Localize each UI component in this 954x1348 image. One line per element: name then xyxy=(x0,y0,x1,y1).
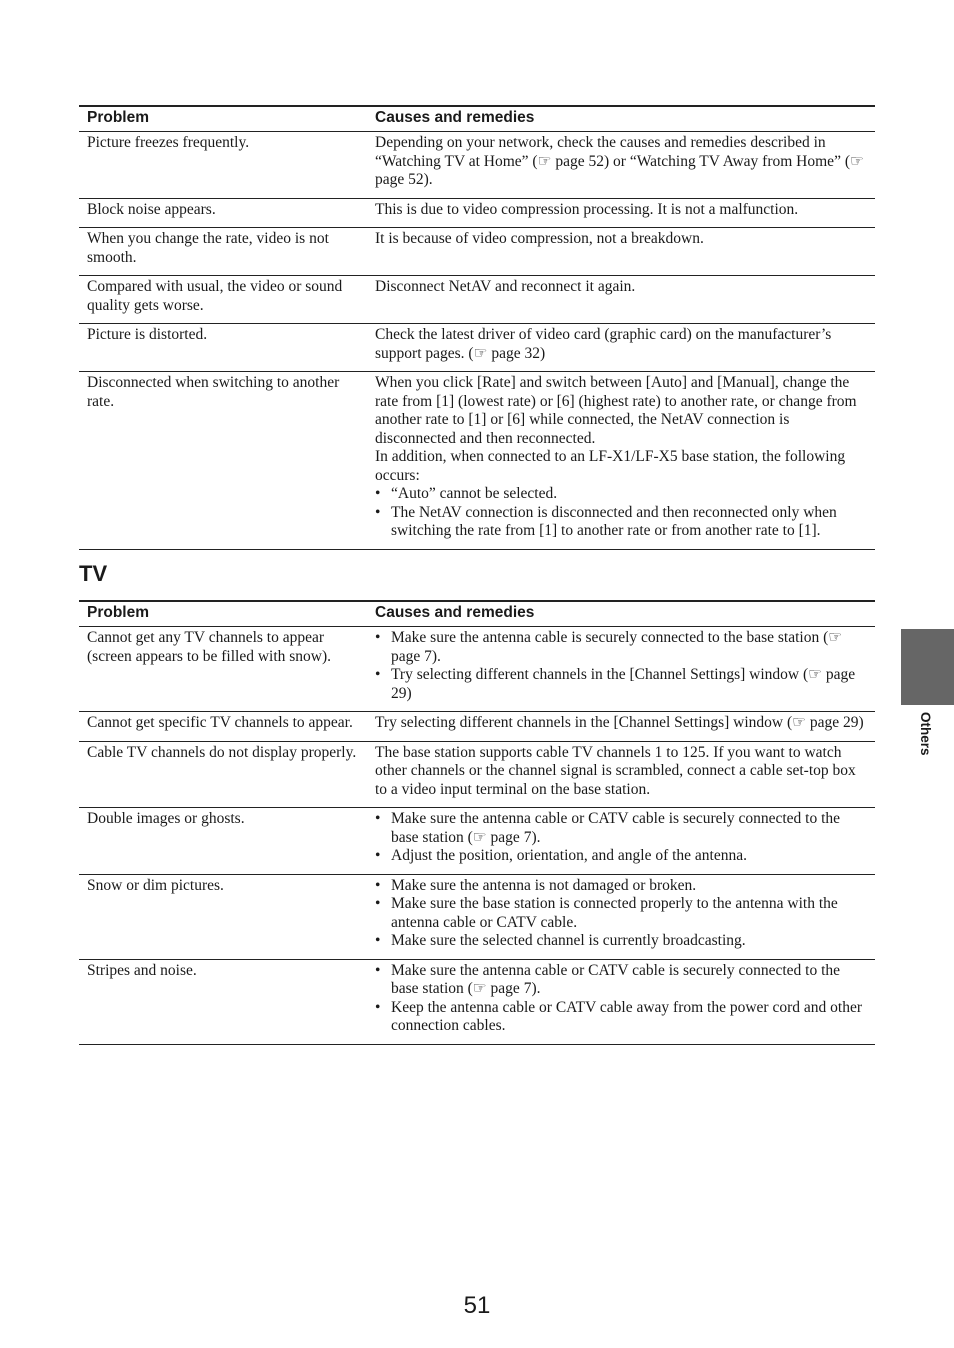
remedy-text: Try selecting different channels in the [Channel Settings] window (☞ page 29) xyxy=(375,714,864,731)
remedy-bullet-list xyxy=(375,962,867,1036)
column-header-problem: Problem xyxy=(79,106,367,132)
remedy-bullet-item: • Adjust the position, orientation, and angle of the antenna. xyxy=(375,847,867,866)
remedy-bullet-list xyxy=(375,629,867,703)
section-side-label: Others xyxy=(918,712,933,756)
problem-cell: Block noise appears. xyxy=(79,198,367,228)
remedy-cell xyxy=(367,627,875,712)
table-header-row xyxy=(79,601,875,627)
table-body xyxy=(79,132,875,550)
table-row xyxy=(79,712,875,742)
problem-cell: Cable TV channels do not display properly. xyxy=(79,741,367,808)
remedy-bullet-item: • Keep the antenna cable or CATV cable away from the power cord and other connection cables. xyxy=(375,999,867,1036)
table-row xyxy=(79,228,875,276)
remedy-bullet-item: • Make sure the antenna cable is securely connected to the base station (☞ page 7). xyxy=(375,629,867,666)
section-heading-tv: TV xyxy=(79,561,108,586)
remedy-cell xyxy=(367,808,875,875)
remedy-cell xyxy=(367,712,875,742)
remedy-cell xyxy=(367,276,875,324)
troubleshooting-table-network xyxy=(79,105,875,550)
problem-cell: Compared with usual, the video or sound quality gets worse. xyxy=(79,276,367,324)
table-header-row xyxy=(79,106,875,132)
table-row xyxy=(79,198,875,228)
remedy-bullet-item: • Make sure the antenna cable or CATV cable is securely connected to the base station (☞ page 7). xyxy=(375,810,867,847)
remedy-text: This is due to video compression processing. It is not a malfunction. xyxy=(375,200,799,218)
remedy-bullet-item: • Make sure the selected channel is currently broadcasting. xyxy=(375,932,867,951)
column-header-causes: Causes and remedies xyxy=(367,601,875,627)
remedy-text: When you click [Rate] and switch between [Auto] and [Manual], change the rate from [1] (lowest rate) or [6] (highest rate) to another rate, or change from another rate to [1] or [6] while connected, the NetAV connection is disconnected and then reconnected. xyxy=(375,374,857,447)
table-row xyxy=(79,276,875,324)
table-body xyxy=(79,627,875,1045)
remedy-text: Depending on your network, check the causes and remedies described in “Watching TV at Home” (☞ page 52) or “Watching TV Away from Home” (☞ page 52). xyxy=(375,134,864,188)
problem-cell: When you change the rate, video is not smooth. xyxy=(79,228,367,276)
remedy-bullet-item: • Make sure the antenna cable or CATV cable is securely connected to the base station (☞ page 7). xyxy=(375,962,867,999)
page-number: 51 xyxy=(463,1292,491,1319)
section-side-tab xyxy=(901,629,954,705)
problem-cell: Picture is distorted. xyxy=(79,324,367,372)
problem-cell: Cannot get any TV channels to appear (screen appears to be filled with snow). xyxy=(79,627,367,712)
remedy-cell xyxy=(367,324,875,372)
table-row xyxy=(79,324,875,372)
problem-cell: Picture freezes frequently. xyxy=(79,132,367,199)
table-row xyxy=(79,372,875,550)
table-row xyxy=(79,874,875,959)
table-row xyxy=(79,627,875,712)
remedy-cell xyxy=(367,132,875,199)
remedy-bullet-item: • Make sure the base station is connected properly to the antenna with the antenna cable or CATV cable. xyxy=(375,895,867,932)
remedy-cell xyxy=(367,372,875,550)
remedy-cell xyxy=(367,959,875,1044)
remedy-bullet-item: • Try selecting different channels in the [Channel Settings] window (☞ page 29) xyxy=(375,666,867,703)
table-row xyxy=(79,959,875,1044)
remedy-cell xyxy=(367,741,875,808)
column-header-causes: Causes and remedies xyxy=(367,106,875,132)
problem-cell: Stripes and noise. xyxy=(79,959,367,1044)
remedy-bullet-list xyxy=(375,485,867,541)
remedy-cell xyxy=(367,228,875,276)
remedy-bullet-list xyxy=(375,877,867,951)
problem-cell: Cannot get specific TV channels to appear. xyxy=(79,712,367,742)
table-row xyxy=(79,741,875,808)
table-row xyxy=(79,132,875,199)
remedy-bullet-item: • The NetAV connection is disconnected and then reconnected only when switching the rate from [1] to another rate or from another rate to [1]. xyxy=(375,504,867,541)
column-header-problem: Problem xyxy=(79,601,367,627)
remedy-bullet-list xyxy=(375,810,867,866)
remedy-text: Disconnect NetAV and reconnect it again. xyxy=(375,278,636,295)
problem-cell: Disconnected when switching to another rate. xyxy=(79,372,367,550)
remedy-text: Check the latest driver of video card (graphic card) on the manufacturer’s support pages. (☞ page 32) xyxy=(375,326,832,362)
remedy-bullet-item: • “Auto” cannot be selected. xyxy=(375,485,867,504)
problem-cell: Double images or ghosts. xyxy=(79,808,367,875)
remedy-bullet-item: • Make sure the antenna is not damaged or broken. xyxy=(375,877,867,896)
remedy-text: It is because of video compression, not a breakdown. xyxy=(375,230,704,247)
remedy-cell xyxy=(367,198,875,228)
table-row xyxy=(79,808,875,875)
remedy-cell xyxy=(367,874,875,959)
troubleshooting-table-tv xyxy=(79,600,875,1045)
problem-cell: Snow or dim pictures. xyxy=(79,874,367,959)
remedy-text: In addition, when connected to an LF-X1/LF-X5 base station, the following occurs: xyxy=(375,448,846,484)
remedy-text: The base station supports cable TV channels 1 to 125. If you want to watch other channels or the channel signal is scrambled, connect a cable set-top box to a video input terminal on the base station. xyxy=(375,743,856,798)
